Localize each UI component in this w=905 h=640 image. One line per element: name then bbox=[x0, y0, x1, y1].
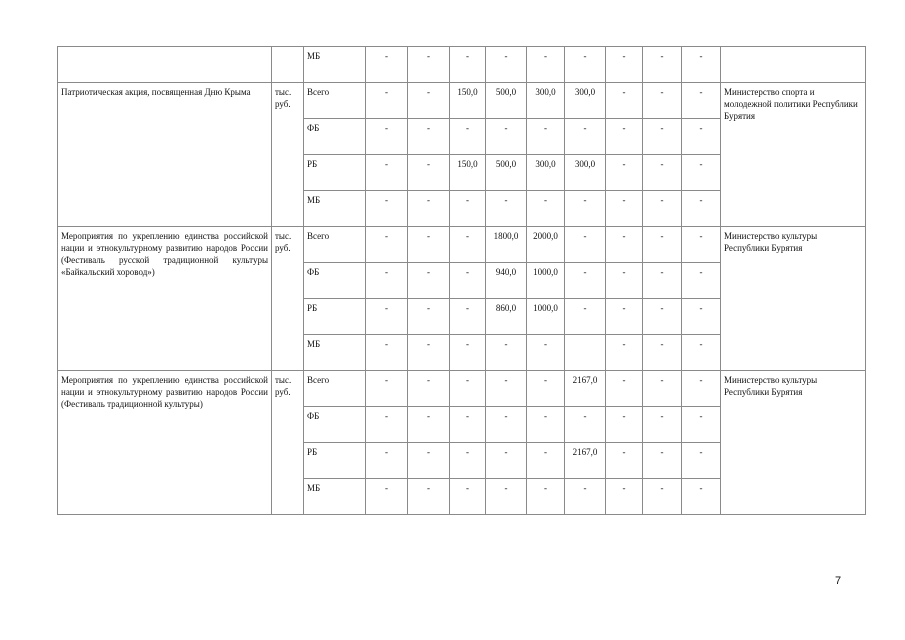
value-cell: - bbox=[643, 155, 682, 191]
value-cell: - bbox=[408, 299, 450, 335]
value-cell: - bbox=[682, 299, 721, 335]
source-cell: РБ bbox=[304, 443, 366, 479]
value-cell: - bbox=[643, 299, 682, 335]
event-name-cell: Патриотическая акция, посвященная Дню Крыма bbox=[58, 83, 272, 227]
value-cell: 2167,0 bbox=[565, 371, 606, 407]
source-cell: РБ bbox=[304, 155, 366, 191]
value-cell: - bbox=[408, 83, 450, 119]
value-cell: - bbox=[643, 407, 682, 443]
value-cell: - bbox=[643, 119, 682, 155]
value-cell: - bbox=[527, 479, 565, 515]
value-cell: - bbox=[682, 227, 721, 263]
value-cell: - bbox=[606, 47, 643, 83]
value-cell: - bbox=[450, 407, 486, 443]
source-cell: ФБ bbox=[304, 407, 366, 443]
source-cell: Всего bbox=[304, 227, 366, 263]
value-cell: - bbox=[408, 335, 450, 371]
value-cell: - bbox=[682, 47, 721, 83]
value-cell: - bbox=[565, 407, 606, 443]
value-cell: 150,0 bbox=[450, 83, 486, 119]
responsible-org-cell: Министерство культуры Республики Бурятия bbox=[721, 371, 866, 515]
value-cell: - bbox=[450, 443, 486, 479]
value-cell: - bbox=[450, 479, 486, 515]
value-cell: - bbox=[682, 191, 721, 227]
value-cell: - bbox=[450, 263, 486, 299]
value-cell: - bbox=[486, 479, 527, 515]
value-cell: - bbox=[366, 479, 408, 515]
unit-cell: тыс. руб. bbox=[272, 371, 304, 515]
value-cell: - bbox=[408, 191, 450, 227]
value-cell: - bbox=[606, 155, 643, 191]
value-cell: - bbox=[450, 371, 486, 407]
value-cell: - bbox=[366, 371, 408, 407]
value-cell: - bbox=[366, 155, 408, 191]
value-cell: 150,0 bbox=[450, 155, 486, 191]
source-cell: РБ bbox=[304, 299, 366, 335]
value-cell: - bbox=[408, 479, 450, 515]
value-cell: - bbox=[366, 443, 408, 479]
value-cell bbox=[565, 335, 606, 371]
value-cell: - bbox=[408, 155, 450, 191]
value-cell: - bbox=[606, 335, 643, 371]
source-cell: Всего bbox=[304, 371, 366, 407]
value-cell: - bbox=[527, 191, 565, 227]
value-cell: - bbox=[450, 335, 486, 371]
value-cell: - bbox=[527, 119, 565, 155]
value-cell: - bbox=[408, 371, 450, 407]
unit-cell: тыс. руб. bbox=[272, 83, 304, 227]
value-cell: - bbox=[606, 371, 643, 407]
responsible-org-cell: Министерство культуры Республики Бурятия bbox=[721, 227, 866, 371]
value-cell: - bbox=[527, 371, 565, 407]
value-cell: 300,0 bbox=[565, 83, 606, 119]
budget-table bbox=[57, 46, 866, 515]
value-cell: - bbox=[682, 335, 721, 371]
value-cell: - bbox=[606, 227, 643, 263]
table-row bbox=[58, 227, 866, 263]
value-cell: - bbox=[565, 479, 606, 515]
value-cell: - bbox=[565, 299, 606, 335]
table-row bbox=[58, 47, 866, 83]
value-cell: - bbox=[606, 263, 643, 299]
value-cell: - bbox=[450, 299, 486, 335]
value-cell: - bbox=[643, 371, 682, 407]
value-cell: - bbox=[366, 263, 408, 299]
value-cell: - bbox=[606, 299, 643, 335]
table-row bbox=[58, 83, 866, 119]
value-cell: - bbox=[682, 155, 721, 191]
value-cell: 500,0 bbox=[486, 155, 527, 191]
value-cell: - bbox=[408, 443, 450, 479]
value-cell: - bbox=[606, 443, 643, 479]
value-cell: - bbox=[366, 407, 408, 443]
value-cell: - bbox=[682, 371, 721, 407]
value-cell: 500,0 bbox=[486, 83, 527, 119]
value-cell: - bbox=[682, 479, 721, 515]
value-cell: - bbox=[565, 227, 606, 263]
value-cell: - bbox=[606, 83, 643, 119]
source-cell: ФБ bbox=[304, 263, 366, 299]
value-cell: - bbox=[606, 479, 643, 515]
value-cell: 860,0 bbox=[486, 299, 527, 335]
value-cell: 300,0 bbox=[527, 83, 565, 119]
page-number: 7 bbox=[835, 575, 842, 587]
value-cell: - bbox=[565, 119, 606, 155]
value-cell: - bbox=[450, 119, 486, 155]
event-name-cell: Мероприятия по укреплению единства российской нации и этнокультурному развитию народов России (Фестиваль традиционной культуры) bbox=[58, 371, 272, 515]
value-cell: 1000,0 bbox=[527, 299, 565, 335]
value-cell: - bbox=[682, 407, 721, 443]
value-cell: 2167,0 bbox=[565, 443, 606, 479]
value-cell: - bbox=[486, 371, 527, 407]
value-cell: - bbox=[565, 191, 606, 227]
value-cell: - bbox=[366, 191, 408, 227]
value-cell: - bbox=[450, 47, 486, 83]
value-cell: - bbox=[527, 335, 565, 371]
value-cell: - bbox=[527, 47, 565, 83]
org-cell-empty bbox=[721, 47, 866, 83]
table-body bbox=[58, 47, 866, 515]
value-cell: - bbox=[682, 119, 721, 155]
table-row bbox=[58, 371, 866, 407]
source-cell: МБ bbox=[304, 191, 366, 227]
unit-cell: тыс. руб. bbox=[272, 227, 304, 371]
value-cell: - bbox=[565, 263, 606, 299]
value-cell: - bbox=[366, 335, 408, 371]
value-cell: - bbox=[450, 227, 486, 263]
value-cell: - bbox=[643, 443, 682, 479]
value-cell: 1800,0 bbox=[486, 227, 527, 263]
value-cell: 1000,0 bbox=[527, 263, 565, 299]
value-cell: - bbox=[486, 47, 527, 83]
value-cell: - bbox=[408, 119, 450, 155]
value-cell: - bbox=[682, 443, 721, 479]
value-cell: 2000,0 bbox=[527, 227, 565, 263]
source-cell: Всего bbox=[304, 83, 366, 119]
unit-cell-empty bbox=[272, 47, 304, 83]
value-cell: - bbox=[643, 263, 682, 299]
value-cell: - bbox=[643, 227, 682, 263]
name-cell-empty bbox=[58, 47, 272, 83]
source-cell: МБ bbox=[304, 47, 366, 83]
value-cell: - bbox=[606, 119, 643, 155]
value-cell: - bbox=[486, 335, 527, 371]
value-cell: - bbox=[366, 47, 408, 83]
value-cell: 300,0 bbox=[527, 155, 565, 191]
value-cell: - bbox=[486, 119, 527, 155]
value-cell: - bbox=[682, 83, 721, 119]
value-cell: - bbox=[643, 191, 682, 227]
value-cell: - bbox=[565, 47, 606, 83]
value-cell: - bbox=[366, 299, 408, 335]
value-cell: - bbox=[643, 479, 682, 515]
value-cell: - bbox=[643, 47, 682, 83]
value-cell: - bbox=[643, 335, 682, 371]
value-cell: - bbox=[408, 47, 450, 83]
source-cell: ФБ bbox=[304, 119, 366, 155]
value-cell: - bbox=[527, 407, 565, 443]
value-cell: - bbox=[366, 119, 408, 155]
value-cell: - bbox=[486, 407, 527, 443]
value-cell: 940,0 bbox=[486, 263, 527, 299]
value-cell: - bbox=[366, 227, 408, 263]
value-cell: - bbox=[408, 227, 450, 263]
source-cell: МБ bbox=[304, 335, 366, 371]
value-cell: - bbox=[408, 407, 450, 443]
value-cell: - bbox=[606, 407, 643, 443]
value-cell: - bbox=[486, 443, 527, 479]
responsible-org-cell: Министерство спорта и молодежной политики Республики Бурятия bbox=[721, 83, 866, 227]
value-cell: - bbox=[643, 83, 682, 119]
value-cell: 300,0 bbox=[565, 155, 606, 191]
event-name-cell: Мероприятия по укреплению единства российской нации и этнокультурному развитию народов России (Фестиваль русской традиционной культуры «Байкальский хоровод») bbox=[58, 227, 272, 371]
value-cell: - bbox=[606, 191, 643, 227]
value-cell: - bbox=[527, 443, 565, 479]
value-cell: - bbox=[450, 191, 486, 227]
source-cell: МБ bbox=[304, 479, 366, 515]
value-cell: - bbox=[486, 191, 527, 227]
value-cell: - bbox=[366, 83, 408, 119]
value-cell: - bbox=[682, 263, 721, 299]
value-cell: - bbox=[408, 263, 450, 299]
